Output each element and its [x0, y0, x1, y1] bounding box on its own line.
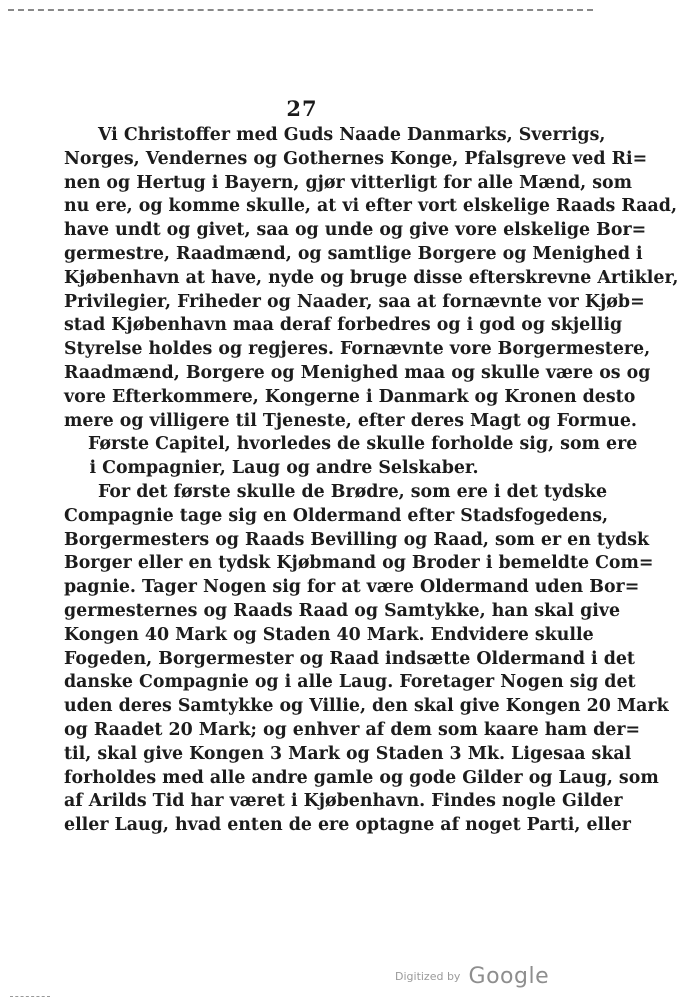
text-line: Borger eller en tydsk Kjøbmand og Broder i bemeldte Com=	[64, 553, 654, 574]
text-line: eller Laug, hvad enten de ere optagne af noget Parti, eller	[64, 815, 631, 836]
text-line: Privilegier, Friheder og Naader, saa at fornævnte vor Kjøb=	[64, 291, 645, 312]
text-line: germestre, Raadmænd, og samtlige Borgere og Menighed i	[64, 243, 643, 264]
watermark-label: Digitized by	[395, 970, 461, 983]
chapter-heading-line: Første Capitel, hvorledes de skulle forholde sig, som ere	[88, 434, 638, 455]
text-line: Styrelse holdes og regjeres. Fornævnte vore Borgermestere,	[64, 339, 651, 360]
text-line: Borgermesters og Raads Bevilling og Raad, som er en tydsk	[64, 529, 650, 550]
top-edge-rule	[8, 9, 593, 11]
text-line: forholdes med alle andre gamle og gode Gilder og Laug, som	[64, 767, 659, 788]
text-line: vore Efterkommere, Kongerne i Danmark og Kronen desto	[64, 386, 636, 407]
text-line: Vi Christoffer med Guds Naade Danmarks, Sverrigs,	[98, 125, 606, 145]
text-line: Kjøbenhavn at have, nyde og bruge disse efterskrevne Artikler,	[64, 267, 678, 288]
text-line: mere og villigere til Tjeneste, efter deres Magt og Formue.	[64, 410, 637, 431]
chapter-heading-line: i Compagnier, Laug og andre Selskaber.	[89, 458, 479, 479]
text-line: Compagnie tage sig en Oldermand efter Stadsfogedens,	[64, 505, 609, 526]
body-text	[64, 124, 678, 838]
text-line: stad Kjøbenhavn maa deraf forbedres og i god og skjellig	[64, 315, 623, 336]
text-line: nen og Hertug i Bayern, gjør vitterligt for alle Mænd, som	[64, 172, 633, 193]
page-number: 27	[286, 96, 318, 121]
watermark-brand-logo: Google	[468, 964, 550, 989]
text-line: Kongen 40 Mark og Staden 40 Mark. Endvidere skulle	[64, 624, 594, 645]
text-line: af Arilds Tid har været i Kjøbenhavn. Findes nogle Gilder	[64, 791, 623, 812]
text-line: danske Compagnie og i alle Laug. Foretager Nogen sig det	[64, 672, 636, 693]
text-line: og Raadet 20 Mark; og enhver af dem som kaare ham der=	[64, 719, 641, 740]
text-line: pagnie. Tager Nogen sig for at være Oldermand uden Bor=	[64, 577, 640, 598]
text-line: have undt og givet, saa og unde og give vore elskelige Bor=	[64, 220, 647, 241]
text-line: Norges, Vendernes og Gothernes Konge, Pfalsgreve ved Ri=	[64, 148, 648, 169]
text-line: For det første skulle de Brødre, som ere i det tydske	[98, 481, 608, 502]
digitized-watermark	[395, 964, 549, 989]
text-line: germesternes og Raads Raad og Samtykke, han skal give	[64, 600, 621, 621]
bottom-edge-mark	[10, 996, 50, 997]
text-line: uden deres Samtykke og Villie, den skal give Kongen 20 Mark	[64, 696, 669, 717]
text-line: Raadmænd, Borgere og Menighed maa og skulle være os og	[64, 362, 651, 383]
text-line: til, skal give Kongen 3 Mark og Staden 3 Mk. Ligesaa skal	[64, 743, 632, 764]
text-line: nu ere, og komme skulle, at vi efter vort elskelige Raads Raad,	[64, 196, 677, 217]
text-line: Fogeden, Borgermester og Raad indsætte Oldermand i det	[64, 648, 635, 669]
